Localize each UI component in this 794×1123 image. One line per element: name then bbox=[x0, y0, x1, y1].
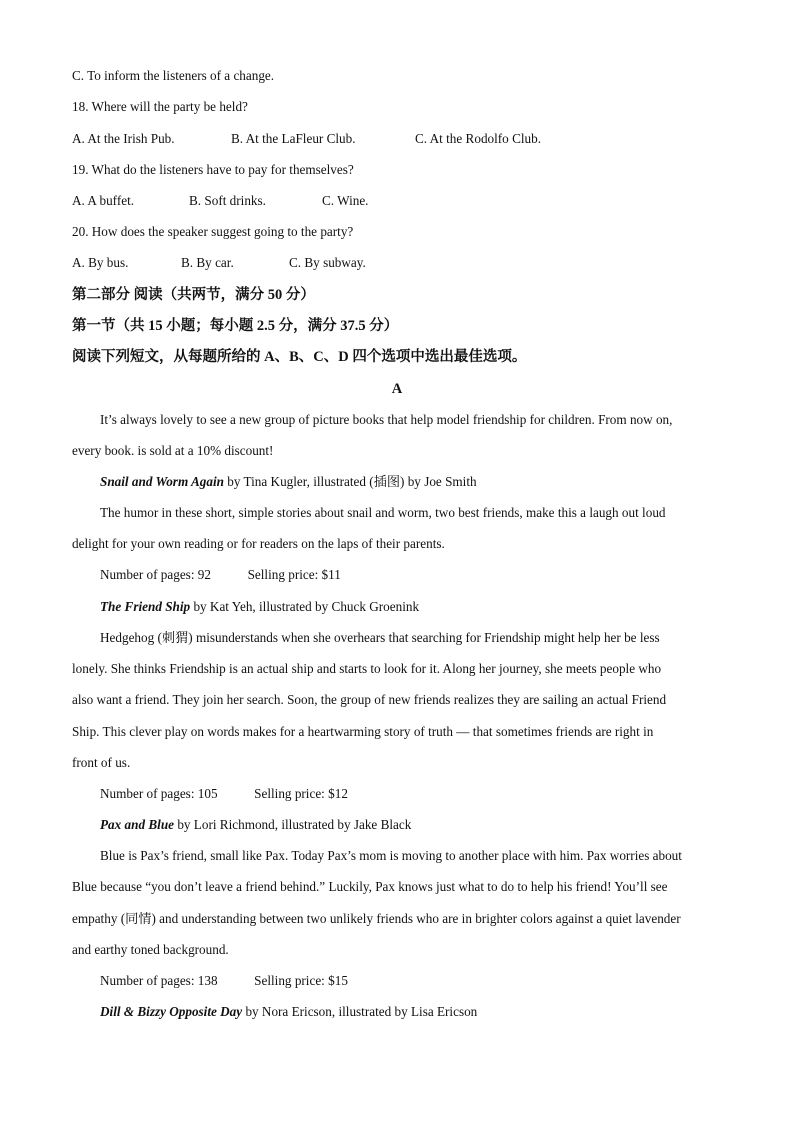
book-pages: Number of pages: 92 bbox=[100, 567, 211, 582]
q18-question: 18. Where will the party be held? bbox=[72, 99, 248, 114]
q20-option-a: A. By bus. bbox=[72, 255, 129, 270]
book-info bbox=[100, 972, 348, 990]
book-description-line: The humor in these short, simple stories about snail and worm, two best friends, make this a laugh out loud bbox=[100, 505, 666, 520]
passage-intro-line: every book. is sold at a 10% discount! bbox=[72, 443, 274, 458]
q19-question: 19. What do the listeners have to pay for themselves? bbox=[72, 162, 354, 177]
book-heading bbox=[100, 598, 419, 616]
section-heading: 第二部分 阅读（共两节，满分 50 分） bbox=[72, 287, 315, 303]
book-title: The Friend Ship bbox=[100, 599, 191, 614]
q18-option-c: C. At the Rodolfo Club. bbox=[415, 131, 542, 146]
book-heading bbox=[100, 473, 477, 491]
passage-intro-line: It’s always lovely to see a new group of picture books that help model friendship for children. From now on, bbox=[100, 412, 673, 427]
book-description-line: Blue is Pax’s friend, small like Pax. Today Pax’s mom is moving to another place with him. Pax worries about bbox=[100, 848, 682, 863]
q19-option-a: A. A buffet. bbox=[72, 193, 135, 208]
q19-option-b: B. Soft drinks. bbox=[189, 193, 266, 208]
book-description-line: Hedgehog (刺猬) misunderstands when she overhears that searching for Friendship might help her be less bbox=[100, 630, 660, 645]
book-pages: Number of pages: 105 bbox=[100, 786, 218, 801]
q18-option-b: B. At the LaFleur Club. bbox=[231, 131, 356, 146]
passage-letter: A bbox=[391, 381, 403, 397]
book-description-line: also want a friend. They join her search. Soon, the group of new friends realizes they are sailing an actual Friend bbox=[72, 692, 667, 707]
book-pages: Number of pages: 138 bbox=[100, 973, 218, 988]
book-credit: by Lori Richmond, illustrated by Jake Black bbox=[174, 817, 412, 832]
q19-option-c: C. Wine. bbox=[322, 193, 369, 208]
section-subheading: 第一节（共 15 小题；每小题 2.5 分，满分 37.5 分） bbox=[72, 318, 399, 334]
book-credit: by Tina Kugler, illustrated (插图) by Joe Smith bbox=[224, 474, 477, 489]
book-title: Snail and Worm Again bbox=[100, 474, 224, 489]
q17-option-c: C. To inform the listeners of a change. bbox=[72, 68, 275, 83]
book-description-line: front of us. bbox=[72, 755, 131, 770]
book-description-line: and earthy toned background. bbox=[72, 942, 229, 957]
book-price: Selling price: $12 bbox=[254, 786, 348, 801]
book-description-line: empathy (同情) and understanding between two unlikely friends who are in brighter colors against a quiet lavender bbox=[72, 911, 681, 926]
book-description-line: lonely. She thinks Friendship is an actual ship and starts to look for it. Along her journey, she meets people who bbox=[72, 661, 662, 676]
book-description-line: delight for your own reading or for readers on the laps of their parents. bbox=[72, 536, 445, 551]
section-instruction: 阅读下列短文，从每题所给的 A、B、C、D 四个选项中选出最佳选项。 bbox=[72, 349, 527, 365]
q18-option-a: A. At the Irish Pub. bbox=[72, 131, 175, 146]
book-description-line: Ship. This clever play on words makes for a heartwarming story of truth — that sometimes friends are right in bbox=[72, 724, 654, 739]
book-credit: by Kat Yeh, illustrated by Chuck Groenink bbox=[190, 599, 420, 614]
book-description-line: Blue because “you don’t leave a friend behind.” Luckily, Pax knows just what to do to help his friend! You’ll see bbox=[72, 879, 668, 894]
book-info bbox=[100, 785, 348, 803]
book-price: Selling price: $15 bbox=[254, 973, 348, 988]
book-title: Dill & Bizzy Opposite Day bbox=[100, 1004, 243, 1019]
book-heading bbox=[100, 1003, 477, 1021]
book-price: Selling price: $11 bbox=[247, 567, 341, 582]
book-credit: by Nora Ericson, illustrated by Lisa Ericson bbox=[242, 1004, 478, 1019]
book-info bbox=[100, 566, 341, 584]
book-title: Pax and Blue bbox=[100, 817, 175, 832]
q20-option-b: B. By car. bbox=[181, 255, 234, 270]
q20-question: 20. How does the speaker suggest going to the party? bbox=[72, 224, 354, 239]
q20-option-c: C. By subway. bbox=[289, 255, 366, 270]
book-heading bbox=[100, 816, 411, 834]
